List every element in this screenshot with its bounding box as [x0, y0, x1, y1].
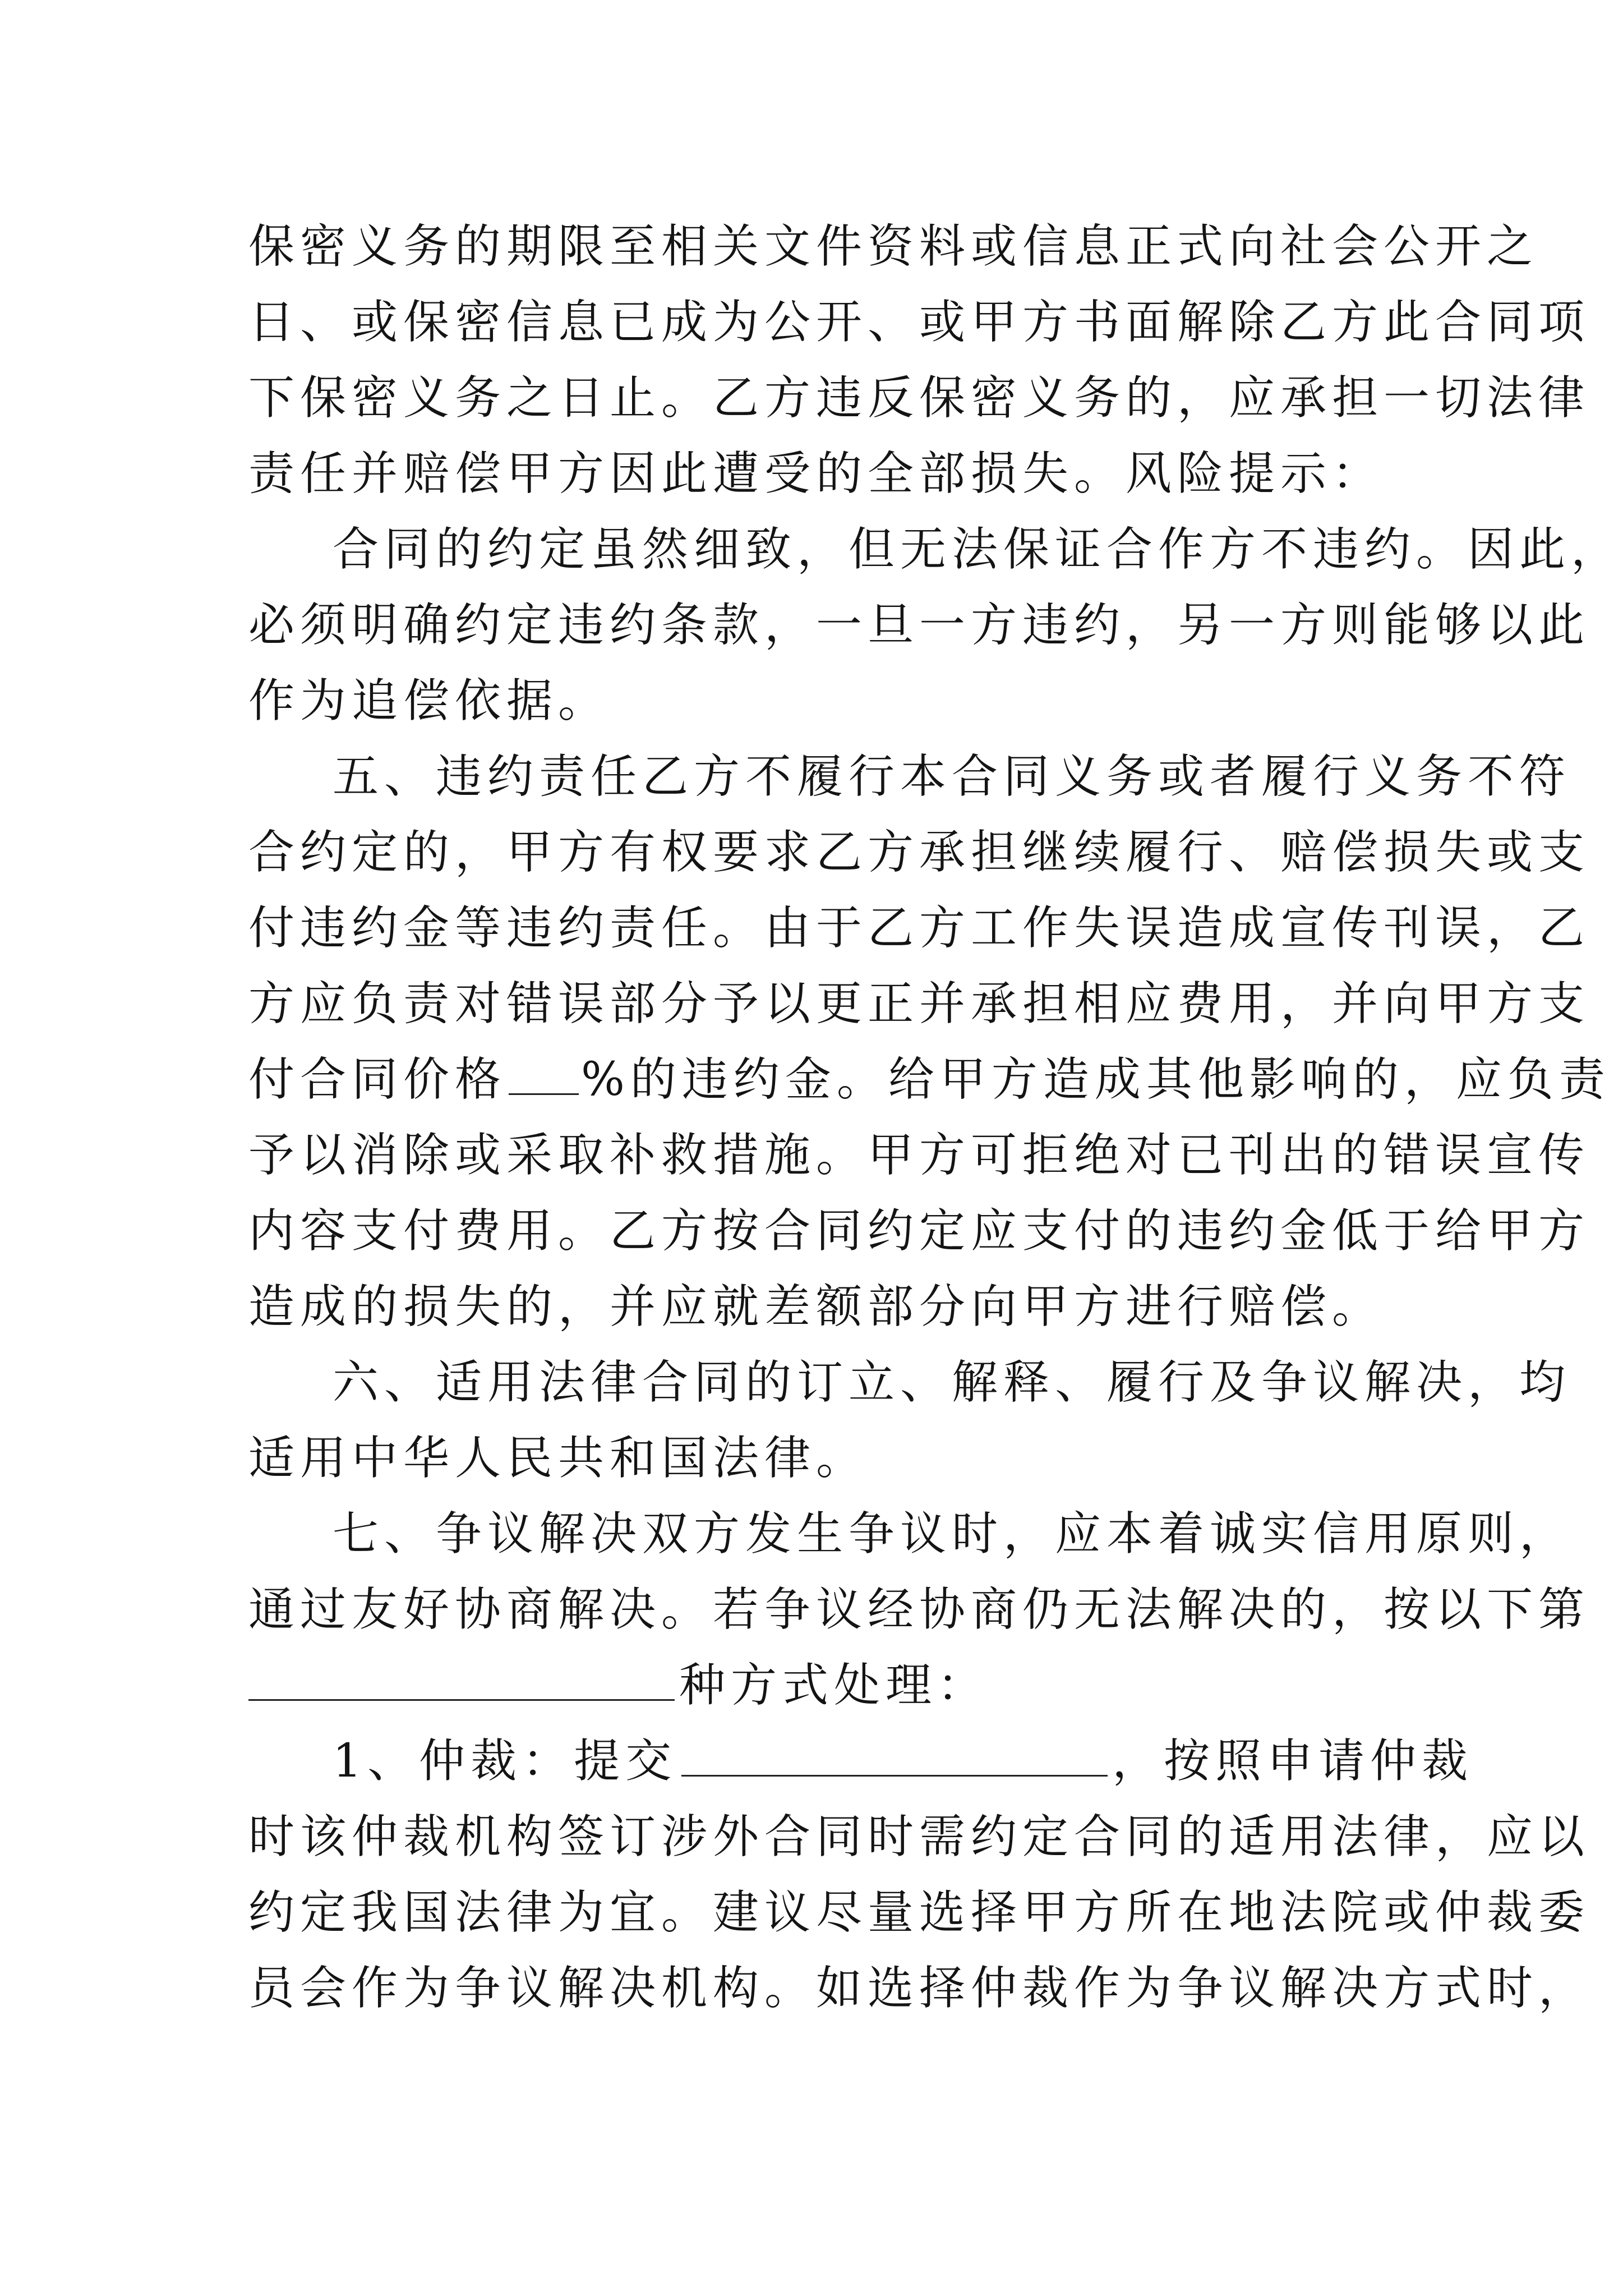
paragraph-line: 时该仲裁机构签订涉外合同时需约定合同的适用法律，应以 [248, 1810, 1590, 1864]
paragraph-line: 适用中华人民共和国法律。 [248, 1432, 868, 1485]
document-body [248, 209, 1623, 2026]
method-number-blank [248, 1660, 675, 1701]
paragraph-line-with-blank [248, 1723, 1474, 1799]
paragraph-line: 六、适用法律合同的订立、解释、履行及争议解决，均 [333, 1356, 1571, 1409]
line-text-before-blank: 1、仲裁：提交 [333, 1734, 677, 1788]
line-text-after-blank: 种方式处理： [679, 1659, 989, 1712]
paragraph-line: 予以消除或采取补救措施。甲方可拒绝对已刊出的错误宣传 [248, 1129, 1590, 1182]
paragraph-line: 造成的损失的，并应就差额部分向甲方进行赔偿。 [248, 1280, 1384, 1333]
paragraph-line: 约定我国法律为宜。建议尽量选择甲方所在地法院或仲裁委 [248, 1886, 1590, 1939]
paragraph-line: 内容支付费用。乙方按合同约定应支付的违约金低于给甲方 [248, 1204, 1590, 1258]
paragraph-line: 员会作为争议解决机构。如选择仲裁作为争议解决方式时， [248, 1962, 1590, 2015]
line-text-after-blank: ，按照申请仲裁 [1112, 1734, 1474, 1788]
paragraph-line: 方应负责对错误部分予以更正并承担相应费用，并向甲方支 [248, 977, 1590, 1030]
paragraph-line: 通过友好协商解决。若争议经协商仍无法解决的，按以下第 [248, 1583, 1590, 1636]
paragraph-line: 合约定的，甲方有权要求乙方承担继续履行、赔偿损失或支 [248, 826, 1590, 879]
line-text-after-blank: %的违约金。给甲方造成其他影响的，应负责 [581, 1053, 1611, 1106]
paragraph-line: 五、违约责任乙方不履行本合同义务或者履行义务不符 [333, 750, 1571, 803]
paragraph-line: 责任并赔偿甲方因此遭受的全部损失。风险提示： [248, 447, 1384, 500]
line-text-before-blank: 付合同价格 [248, 1053, 507, 1106]
paragraph-line: 付违约金等违约责任。由于乙方工作失误造成宣传刊误，乙 [248, 901, 1590, 955]
paragraph-line: 日、或保密信息已成为公开、或甲方书面解除乙方此合同项 [248, 296, 1590, 349]
arbitration-institution-blank [681, 1736, 1108, 1777]
paragraph-line: 七、争议解决双方发生争议时，应本着诚实信用原则， [333, 1507, 1571, 1561]
percentage-blank [509, 1054, 579, 1095]
paragraph-line: 必须明确约定违约条款，一旦一方违约，另一方则能够以此 [248, 599, 1590, 652]
paragraph-line: 合同的约定虽然细致，但无法保证合作方不违约。因此， [333, 523, 1623, 576]
paragraph-line: 作为追偿依据。 [248, 674, 610, 728]
paragraph-line: 保密义务的期限至相关文件资料或信息正式向社会公开之 [248, 220, 1539, 273]
paragraph-line-with-blank [248, 1648, 1387, 1723]
paragraph-line-with-blank [248, 1042, 1611, 1117]
paragraph-line: 下保密义务之日止。乙方违反保密义务的，应承担一切法律 [248, 371, 1590, 425]
